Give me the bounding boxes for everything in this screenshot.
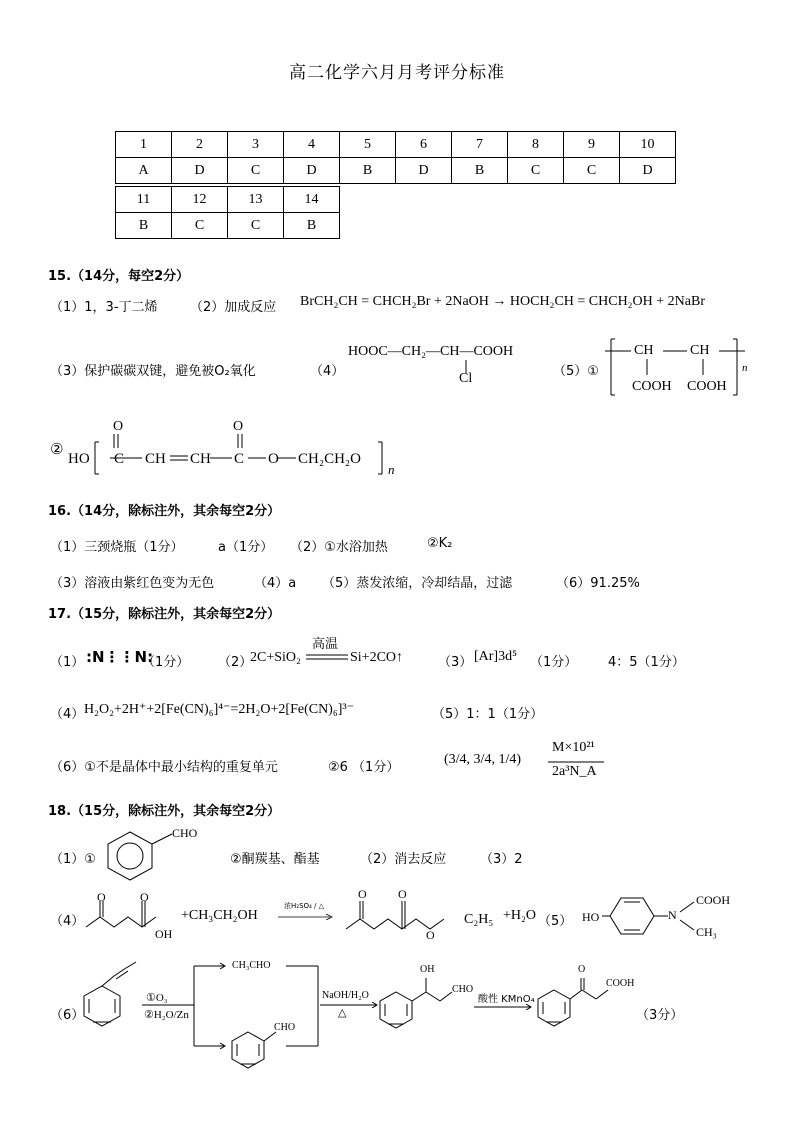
q18-l2-ho: HO [582,910,600,924]
table-cell: 4 [284,132,340,158]
q15-p4-cl: Cl [459,371,473,386]
table-cell: D [172,158,228,184]
q17-l2-eq: H₂O₂+2H⁺+2[Fe(CN)₆]⁴⁻=2H₂O+2[Fe(CN)₆]³⁻ [84,702,354,717]
q17-l2-b: （5）1：1（1分） [432,707,544,722]
q18-l3-score: （3分） [636,1008,684,1023]
q15-p5-cooh-right: COOH [687,379,727,394]
table-cell: D [284,158,340,184]
q18-l2-o5: O [426,928,435,942]
table-cell: B [340,158,396,184]
q15-p6-o-top1: O [113,419,124,434]
table-cell: C [564,158,620,184]
q16-l1-c: （2）①水浴加热 [290,540,388,555]
q15-p1: （1）1，3-丁二烯 [50,300,158,315]
q16-l2-b: （4）a [254,576,297,591]
q17-l2-a: （4） [50,707,85,722]
table-cell: 3 [228,132,284,158]
q17-l1-c: （2） [218,655,253,670]
q18-l2-o2: O [140,890,149,904]
q18-l1-cho: CHO [172,826,198,840]
q15-p2-equation: BrCH₂CH = CHCH₂Br + 2NaOH → HOCH₂CH = CHCH₂OH + 2NaBr [300,294,706,309]
q15-p5-polymer [605,333,755,403]
table-cell: 1 [116,132,172,158]
q17-ar: [Ar]3d⁵ [474,649,517,664]
table-cell: 8 [508,132,564,158]
q15-p6-ho: HO [68,451,90,467]
q18-l3-cho-bottom: CHO [274,1022,296,1033]
q17-lewis: :N⋮⋮N: [86,648,154,666]
q18-l3-delta: △ [338,1007,347,1019]
table-cell: 5 [340,132,396,158]
q17-l3-a: （6）①不是晶体中最小结构的重复单元 [50,760,278,775]
q16-l2-c: （5）蒸发浓缩，冷却结晶，过滤 [322,576,513,591]
q17-l1-f: 4：5（1分） [608,655,685,670]
q17-eq-cond: 高温 [312,637,339,652]
q17-l1-e: （1分） [530,655,578,670]
q18-l3-arrow3 [474,1004,534,1010]
q18-header: 18.（15分，除标注外，其余每空2分） [48,804,281,819]
q17-frac-bar [548,761,604,763]
q15-p6-chain: CH₂CH₂O [298,451,361,467]
q18-l3-cho-mid: CHO [452,984,474,995]
q15-p6-ch1: CH [145,451,166,467]
q17-eq-left: 2C+SiO₂ [250,650,301,665]
table-row [116,158,676,184]
q18-l2-b: （5） [538,914,573,929]
q18-l2-oh: OH [155,927,173,941]
q18-l3-cooh: COOH [606,978,635,989]
q15-p6-o-top2: O [233,419,244,434]
q16-l1-d: ②K₂ [427,536,453,551]
q17-l3-b: ②6 （1分） [328,760,400,775]
q15-header: 15.（14分，每空2分） [48,269,190,284]
q18-l3-oh: OH [420,964,435,975]
table-cell: 13 [228,187,284,213]
q18-l2-o3: O [358,887,367,901]
q18-l3-naoh: NaOH/H₂O [322,990,369,1001]
table-cell: C [508,158,564,184]
q15-p2: （2）加成反应 [190,300,277,315]
q15-p6-c2: C [234,451,245,467]
q18-l3-cond2: ②H₂O/Zn [144,1009,189,1021]
q18-l3-cond1: ①O₃ [146,992,168,1004]
answer-table-2 [115,186,340,239]
table-cell: C [228,158,284,184]
q16-l2-d: （6）91.25% [556,576,640,591]
table-cell: B [116,213,172,239]
q15-p5-n: n [742,362,748,374]
q18-l2-o1: O [97,890,106,904]
q18-l2-ch3: CH₃ [696,925,717,939]
table-cell: 6 [396,132,452,158]
q18-l2-cooh: COOH [696,893,731,907]
q15-p6-c1: C [114,451,125,467]
table-cell: 11 [116,187,172,213]
table-cell: 14 [284,187,340,213]
q15-p5-ch-right: CH [690,343,710,358]
q18-l2-cond: 浓H₂SO₄ / △ [284,902,325,910]
q18-l2-water: +H₂O [503,908,536,923]
q15-p6-n: n [388,462,395,477]
q18-l3-arrow1 [142,1003,194,1007]
q15-p6-label: ② [50,440,64,458]
q18-l1-d: （3）2 [480,852,523,867]
table-cell: C [172,213,228,239]
table-cell: 9 [564,132,620,158]
q15-p6-ch2: CH [190,451,211,467]
q18-l2-o4: O [398,887,407,901]
q15-p3: （3）保护碳碳双键，避免被O₂氧化 [50,364,256,379]
q15-p4-formula: HOOC—CH₂—CH—COOH [348,344,514,359]
q16-l1-a: （1）三颈烧瓶（1分） [50,540,184,555]
table-cell: C [228,213,284,239]
q18-l3-ch3cho: CH₃CHO [232,960,271,971]
q18-l3-a: （6） [50,1008,85,1023]
q18-l1-b: ②酮羰基、酯基 [230,852,320,867]
table-row [116,132,676,158]
q17-header: 17.（15分，除标注外，其余每空2分） [48,607,281,622]
q18-l2-c2h5: C₂H₅ [464,912,494,927]
q16-l2-a: （3）溶液由紫红色变为无色 [50,576,215,591]
page-title: 高二化学六月月考评分标准 [289,63,505,83]
q18-l3-arrow2 [320,1002,380,1008]
q15-p4-label: （4） [310,364,345,379]
answer-table [115,131,676,184]
q18-propenylbenzene [80,960,140,1030]
q18-l2-arrow [278,914,334,920]
q18-l1-c: （2）消去反应 [360,852,447,867]
table-cell: 10 [620,132,676,158]
table-row [116,187,340,213]
q17-l1-a: （1） [50,655,85,670]
q18-l3-o: O [578,964,586,975]
q17-frac-bot: 2a³N_A [552,764,597,779]
q18-l2-a: （4） [50,914,85,929]
table-cell: 7 [452,132,508,158]
q17-eq-right: Si+2CO↑ [350,650,404,665]
q18-l3-ketoacid [536,966,636,1028]
q18-l2-n: N [668,908,677,922]
table-cell: D [396,158,452,184]
q18-l2-ethanol: +CH₃CH₂OH [181,908,258,923]
table-cell: D [620,158,676,184]
q16-header: 16.（14分，除标注外，其余每空2分） [48,504,281,519]
q17-eq-sign [306,654,348,660]
q17-l1-b: （1分） [142,655,190,670]
q15-p5-cooh-left: COOH [632,379,672,394]
table-cell: 2 [172,132,228,158]
q15-p6-o: O [268,451,279,467]
table-cell: B [284,213,340,239]
q15-p5-ch-left: CH [634,343,654,358]
table-row [116,213,340,239]
q17-coord: (3/4, 3/4, 1/4) [444,752,521,767]
table-cell: A [116,158,172,184]
q16-l1-b: a（1分） [218,540,274,555]
table-cell: 12 [172,187,228,213]
q18-l1-a: （1）① [50,852,96,867]
q18-l3-kmno4: 酸性 KMnO₄ [478,994,535,1005]
table-cell: B [452,158,508,184]
q17-frac-top: M×10²¹ [552,740,595,755]
q15-p5-label: （5）① [553,364,599,379]
q17-l1-d: （3） [438,655,473,670]
